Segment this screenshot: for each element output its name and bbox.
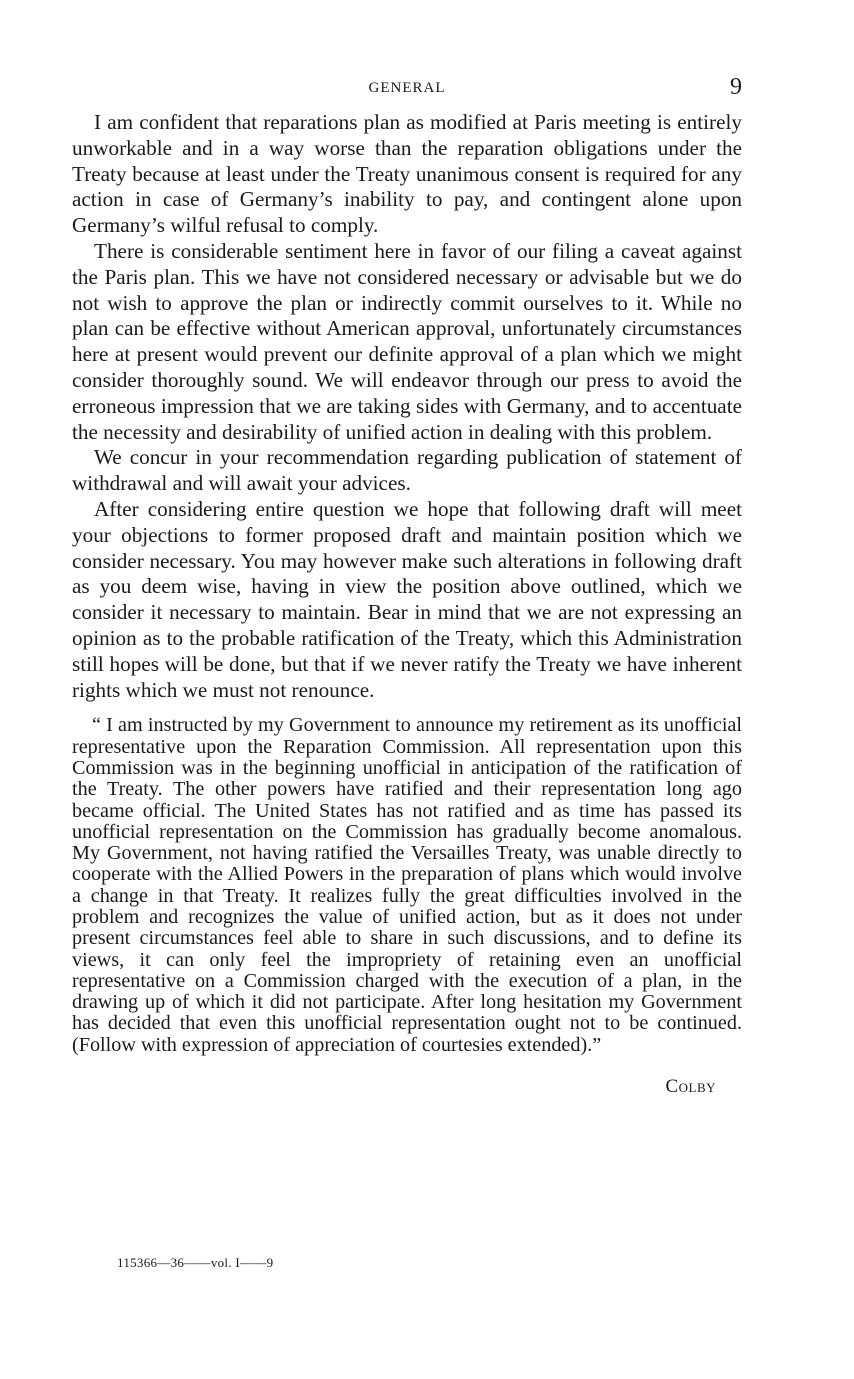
page-number: 9 (730, 74, 742, 100)
running-head (72, 76, 742, 110)
draft-statement-quote (72, 715, 742, 1056)
signature: Colby (665, 1076, 716, 1098)
paragraph: After considering entire question we hope that following draft will meet your objections to former proposed draft and maintain position which we consider necessary. You may however make such alterations in following draft as you deem wise, having in view the position above outlined, which we consider it necessary to maintain. Bear in mind that we are not expressing an opinion as to the probable ratification of the Treaty, which this Administration still hopes will be done, but that if we never ratify the Treaty we have inherent rights which we must not renounce. (72, 496, 742, 702)
print-line: 115366—36——vol. I——9 (117, 1255, 274, 1270)
quote-text: “ I am instructed by my Government to announce my retirement as its unofficial representative upon the Reparation Commission. All representation upon this Commission was in the beginning unofficial in anticipation of the ratification of the Treaty. The other powers have ratified and their representation long ago became official. The United States has not ratified and as time has passed its unofficial representation on the Commission has gradually become anomalous. My Government, not having ratified the Versailles Treaty, was unable directly to cooperate with the Allied Powers in the preparation of plans which would involve a change in that Treaty. It realizes fully the great difficulties involved in the problem and recognizes the value of unified action, but as it does not under present circumstances feel able to share in such discussions, and to define its views, it can only feel the impropriety of retaining even an unofficial representative on a Commission charged with the execution of a plan, in the drawing up of which it did not participate. After long hesitation my Government has decided that even this unofficial representation ought not to be continued. (Follow with expression of appreciation of courtesies extended).” (72, 714, 742, 1056)
document-page (72, 76, 742, 1098)
running-title: GENERAL (368, 80, 446, 96)
paragraph: I am confident that reparations plan as modified at Paris meeting is entirely unworkable and in a way worse than the reparation obligations under the Treaty because at least under the Treaty unanimous consent is required for any action in case of Germany’s inability to pay, and contingent alone upon Germany’s wilful refusal to comply. (72, 110, 742, 238)
body-text (72, 110, 742, 703)
paragraph: We concur in your recommendation regarding publication of statement of withdrawal and will await your advices. (72, 445, 742, 496)
paragraph: There is considerable sentiment here in favor of our filing a caveat against the Paris plan. This we have not considered necessary or advisable but we do not wish to approve the plan or indirectly commit ourselves to it. While no plan can be effective without American approval, unfortunately circumstances here at present would prevent our definite approval of a plan which we might consider thoroughly sound. We will endeavor through our press to avoid the erroneous impression that we are taking sides with Germany, and to accentuate the necessity and desirability of unified action in dealing with this problem. (72, 238, 742, 444)
